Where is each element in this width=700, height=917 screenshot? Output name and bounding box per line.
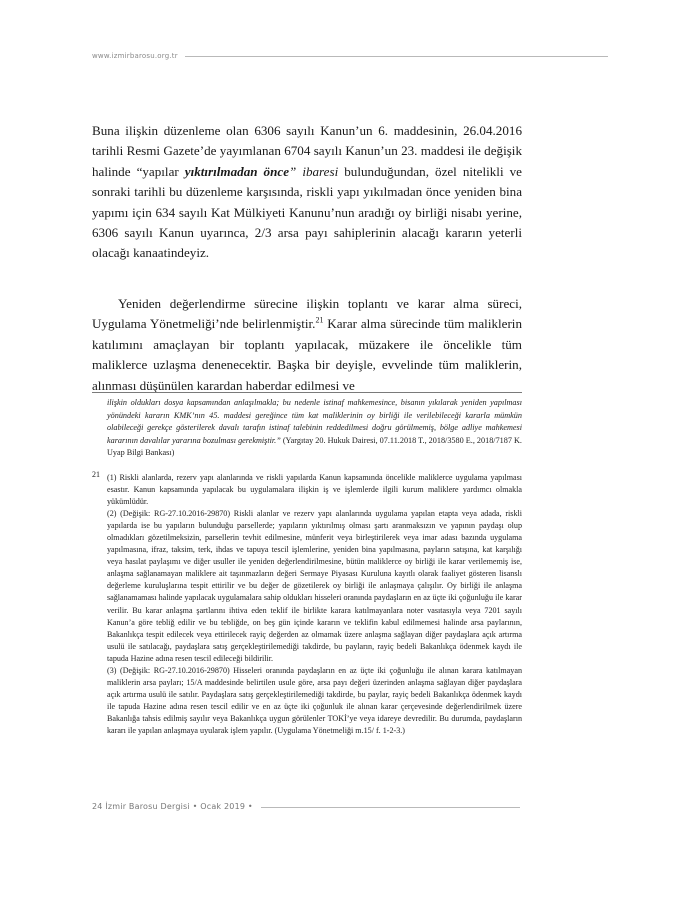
page-footer: 24 İzmir Barosu Dergisi • Ocak 2019 • — [92, 802, 253, 811]
footer-divider — [261, 807, 520, 808]
header-url: www.izmirbarosu.org.tr — [92, 52, 178, 60]
footnote-21-item-2: (2) (Değişik: RG-27.10.2016-29870) Riskli alanlar ve rezerv yapı alanlarında uygulama yapılan etapta veya adada, riskli yapılarda ise bu yapıların bulunduğu parsellerde; yapıların yıktırılmış olması şartı aranmaksızın ve yapının paydaşı olup olmadıkları gözetilmeksizin, parsellerin tevhit edilmesine, münferit veya birleştirilerek veya imar adası bazında uygulama yapılmasına, ifraz, taksim, terk, ihdas ve tapuya tescil işlemlerine, yeniden bina yapılmasına, payların satışına, kat karşılığı veya hasılat paylaşımı ve diğer usuller ile yeniden değerlendirilmesine, bütün maliklerce oy birliği ile karar verilememiş ise, anlaşma sağlanamayan maliklere ait taşınmazların değeri Sermaye Piyasası Kuruluna kayıtlı olarak faaliyet gösteren lisanslı değerleme kuruluşlarına tespit ettirilir ve bu değer de gözetilerek oy birliği ile anlaşmaya çalışılır. Oy birliği ile anlaşma sağlanamaması halinde yapılacak uygulamalara sahip oldukları hisseleri oranında paydaşların en az üçte iki çoğunluğu ile karar verilir. Bu karar anlaşma şartlarını ihtiva eden teklif ile birlikte karara katılmayanlara noter vasıtasıyla veya 7201 sayılı Kanun’a göre tebliğ edilir ve bu tebliğde, on beş gün içinde kararın ve teklifin kabul edilmemesi halinde arsa paylarının, Bakanlıkça tespit edilecek veya ettirilecek rayiç değerden az olmamak üzere anlaşma sağlayan diğer paydaşlara açık artırma usulü ile satılacağı, paydaşlara satış gerçekleştirilemediği takdirde, bu payların, rayiç bedeli Bakanlıkça ödenmek kaydı ile tapuda Hazine adına resen tescil edileceği bildirilir. — [107, 509, 522, 663]
paragraph-1-text: Buna ilişkin düzenleme olan 6306 sayılı Kanun’un 6. maddesinin, 26.04.2016 tarihli Resmi Gazete’de yayımlanan 6704 sayılı Kanun’un 23. maddesi ile değişik halinde — [92, 123, 522, 179]
footnote-ref-21[interactable]: 21 — [315, 316, 324, 326]
footnote-continued-quote: ilişkin oldukları dosya kapsamından anlaşılmakla; bu nedenle istinaf mahkemesince, bisanın yıkılarak yeniden yapılması yönündeki kararın KMK’nın 45. maddesi gereğince tüm kat maliklerinin oy birliği ile verilebileceği kararla mümkün olabileceği gerekçe gösterilerek davalı tarafın istinaf talebinin reddedilmesi doğru görülmemiş, bölge adliye mahkemesi kararının davalılar yararına bozulması gerekmiştir.” — [107, 398, 522, 445]
paragraph-1-emphasis: yıktırılmadan önce — [184, 163, 290, 179]
paragraph-1-quote-close: ” ibaresi — [289, 163, 339, 179]
footnote-continued-citation: (Yargıtay 20. Hukuk Dairesi, 07.11.2018 T., 2018/3580 E., 2018/7187 K. Uyap Bilgi Bankası) — [107, 435, 522, 457]
footnote-continued — [107, 397, 522, 460]
footnote-21 — [92, 472, 522, 737]
footnote-divider — [92, 392, 522, 393]
footnote-21-item-3: (3) (Değişik: RG-27.10.2016-29870) Hisseleri oranında paydaşların en az üçte iki çoğunluğu ile alınan karara katılmayan maliklerin arsa payları; 15/A maddesinde belirtilen usule göre, arsa payı değeri üzerinden anlaşma sağlayan diğer paydaşlara açık artırma usulü ile satılır. Paydaşlara satış gerçekleştirilemediği takdirde, bu paylar, rayiç bedeli Bakanlıkça ödenmek kaydı ile tapuda Hazine adına resen tescil edilir ve en az üçte iki çoğunluk ile alınan karar çerçevesinde değerlendirilmek üzere Bakanlığa tahsis edilmiş sayılır veya Bakanlıkça uygun görülenler TOKİ’ye veya idareye devredilir. Bu durumda, paydaşların kararı ile yapılan anlaşmaya uyularak işlem yapılır. (Uygulama Yönetmeliği m.15/ f. 1-2-3.) — [107, 665, 522, 735]
paragraph-2-rest: Karar alma sürecinde tüm maliklerin katılımını amaçlayan bir toplantı yapılacak, müzakere ile öncelikle tüm maliklerce uzlaşma denenecektir. Başka bir deyişle, evvelinde tüm maliklerin, alınması düşünülen karardan haberdar edilmesi ve — [92, 316, 522, 393]
paragraph-1-rest: bulunduğundan, özel nitelikli ve sonraki tarihli bu düzenleme karşısında, riskli yapı yıkılmadan önce yeniden bina yapımı için 634 sayılı Kat Mülkiyeti Kanunu’nun aradığı oy birliği nisabı yerine, 6306 sayılı Kanun uyarınca, 2/3 arsa payı sahiplerinin alacağı kararın yeterli olacağı kanaatindeyiz. — [92, 163, 522, 261]
paragraph-2 — [92, 294, 522, 396]
paragraph-1 — [92, 121, 522, 264]
paragraph-2-text: Yeniden değerlendirme sürecine ilişkin toplantı ve karar alma süreci, Uygulama Yönetmeliği’nde belirlenmiştir. — [92, 296, 522, 332]
paragraph-1-quote-open: “yapılar — [136, 163, 185, 179]
header-divider — [185, 56, 608, 57]
footnote-21-item-1: (1) Riskli alanlarda, rezerv yapı alanlarında ve riskli yapılarda Kanun kapsamında öncelikle maliklerce uygulama yapılması esastır. Kanun kapsamında yapılacak bu uygulamalara ilişkin iş ve işlemlerde ilgili kurum maliklere yardımcı olmakla yükümlüdür. — [107, 473, 522, 507]
footnote-21-number: 21 — [92, 470, 100, 479]
